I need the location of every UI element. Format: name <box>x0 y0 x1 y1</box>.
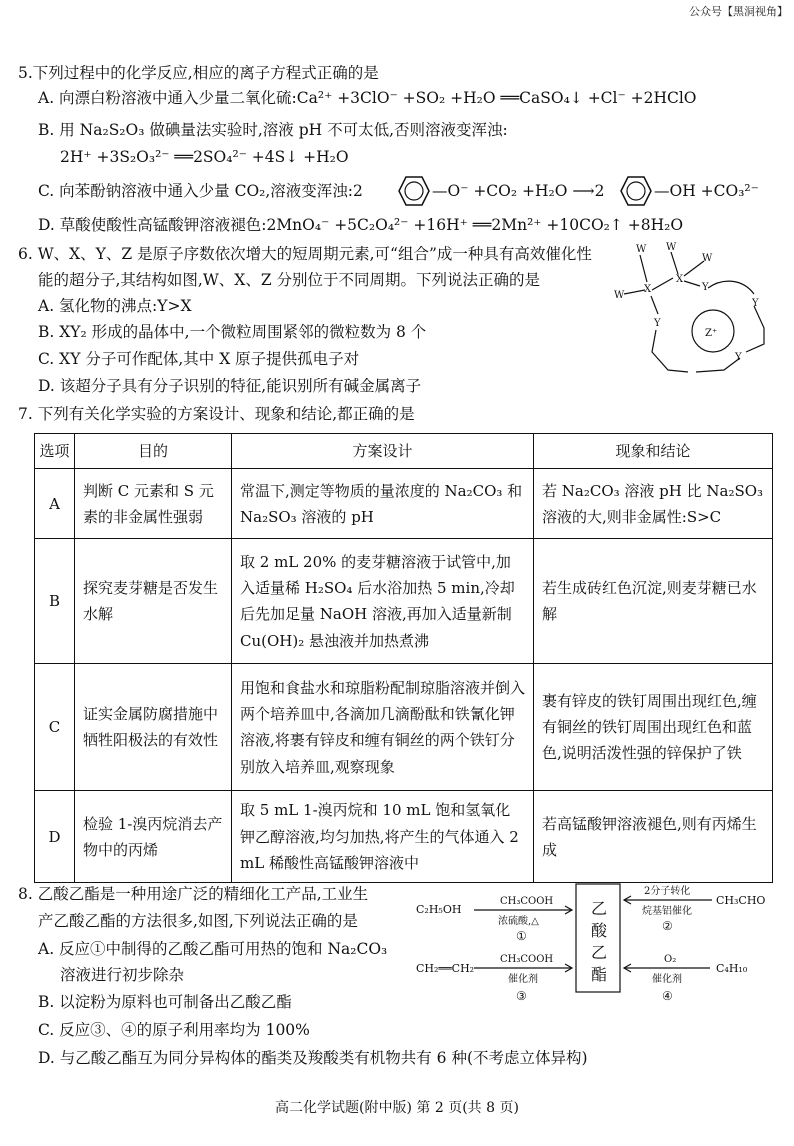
q8-option-a-1: A. 反应①中制得的乙酸乙酯可用热的饱和 Na₂CO₃ <box>38 940 388 958</box>
row-result: 裹有锌皮的铁钉周围出现红色,缠有铜丝的铁钉周围出现红色和蓝色,说明活泼性强的锌保护了铁 <box>534 664 773 791</box>
fig-r3-number: ③ <box>516 989 527 1002</box>
q5-option-a: A. 向漂白粉溶液中通入少量二氧化硫:Ca²⁺ +3ClO⁻ +SO₂ +H₂O ══CaSO₄↓ +Cl⁻ +2HClO <box>38 89 697 107</box>
fig-y-2: Y <box>654 318 661 329</box>
q8-option-c: C. 反应③、④的原子利用率均为 100% <box>38 1021 310 1039</box>
q6-stem-1: 6. W、X、Y、Z 是原子序数依次增大的短周期元素,可“组合”成一种具有高效催化性 <box>18 245 592 263</box>
fig-r2-reactant: CH₃CHO <box>716 894 766 907</box>
fig-r1-reactant: C₂H₅OH <box>416 903 462 916</box>
fig-y-1: Y <box>702 282 709 293</box>
fig-product-char-1: 乙 <box>591 899 608 918</box>
q5-option-c-suffix: —OH +CO₃²⁻ <box>654 182 759 200</box>
row-goal: 判断 C 元素和 S 元素的非金属性强弱 <box>75 469 232 539</box>
fig-w-3: W <box>666 242 677 253</box>
table-row <box>35 791 773 883</box>
fig-y-3: Y <box>752 298 759 309</box>
table-header-row <box>35 434 773 469</box>
fig-product-char-4: 酯 <box>591 965 608 984</box>
row-option: B <box>35 539 75 664</box>
fig-r1-reagent: CH₃COOH <box>500 896 554 907</box>
fig-x-2: X <box>676 274 684 285</box>
q5-option-b-1: B. 用 Na₂S₂O₃ 做碘量法实验时,溶液 pH 不可太低,否则溶液变浑浊: <box>38 121 508 139</box>
header-result: 现象和结论 <box>534 434 773 469</box>
q8-option-a-2: 溶液进行初步除杂 <box>60 966 185 984</box>
row-plan: 常温下,测定等物质的量浓度的 Na₂CO₃ 和 Na₂SO₃ 溶液的 pH <box>232 469 534 539</box>
fig-r3-reactant: CH₂══CH₂ <box>416 962 475 975</box>
fig-r3-condition: 催化剂 <box>508 974 538 985</box>
fig-r4-reactant: C₄H₁₀ <box>716 962 748 975</box>
ethyl-acetate-synthesis-figure <box>412 882 782 1002</box>
fig-product-char-2: 酸 <box>591 921 608 940</box>
fig-r3-reagent: CH₃COOH <box>500 954 554 965</box>
fig-x-1: X <box>644 284 652 295</box>
row-result: 若生成砖红色沉淀,则麦芽糖已水解 <box>534 539 773 664</box>
row-option: D <box>35 791 75 883</box>
row-plan: 用饱和食盐水和琼脂粉配制琼脂溶液并倒入两个培养皿中,各滴加几滴酚酞和铁氰化钾溶液,将裹有锌皮和缠有铜丝的两个铁钉分别放入培养皿,观察现象 <box>232 664 534 791</box>
header-option: 选项 <box>35 434 75 469</box>
q7-stem: 7. 下列有关化学实验的方案设计、现象和结论,都正确的是 <box>18 405 415 423</box>
fig-y-4: Y <box>735 352 742 363</box>
header-plan: 方案设计 <box>232 434 534 469</box>
fig-w-1: W <box>636 244 647 255</box>
q5-stem: 5.下列过程中的化学反应,相应的离子方程式正确的是 <box>18 64 379 82</box>
fig-r1-number: ① <box>516 929 527 943</box>
q5-option-b-2: 2H⁺ +3S₂O₃²⁻ ══2SO₄²⁻ +4S↓ +H₂O <box>60 148 349 166</box>
row-result: 若 Na₂CO₃ 溶液 pH 比 Na₂SO₃ 溶液的大,则非金属性:S>C <box>534 469 773 539</box>
q5-option-c-prefix: C. 向苯酚钠溶液中通入少量 CO₂,溶液变浑浊:2 <box>38 182 363 200</box>
row-plan: 取 5 mL 1-溴丙烷和 10 mL 饱和氢氧化钾乙醇溶液,均匀加热,将产生的气体通入 2 mL 稀酸性高锰酸钾溶液中 <box>232 791 534 883</box>
fig-w-4: W <box>702 253 713 264</box>
q8-stem-2: 产乙酸乙酯的方法很多,如图,下列说法正确的是 <box>38 912 358 930</box>
fig-r1-condition: 浓硫酸,△ <box>498 916 539 927</box>
q6-option-c: C. XY 分子可作配体,其中 X 原子提供孤电子对 <box>38 350 360 368</box>
header-goal: 目的 <box>75 434 232 469</box>
q6-option-a: A. 氢化物的沸点:Y>X <box>38 297 192 315</box>
q8-option-d: D. 与乙酸乙酯互为同分异构体的酯类及羧酸类有机物共有 6 种(不考虑立体异构) <box>38 1049 588 1067</box>
fig-r2-reagent: 2分子转化 <box>644 886 691 897</box>
fig-r2-number: ② <box>662 919 673 933</box>
fig-r2-condition: 烷基铝催化 <box>642 906 692 917</box>
watermark: 公众号【黑洞视角】 <box>689 5 788 18</box>
table-row <box>35 539 773 664</box>
fig-r4-reagent: O₂ <box>664 954 677 965</box>
row-goal: 证实金属防腐措施中牺牲阳极法的有效性 <box>75 664 232 791</box>
fig-r4-number: ④ <box>662 989 673 1002</box>
q8-option-b: B. 以淀粉为原料也可制备出乙酸乙酯 <box>38 993 292 1011</box>
fig-product-char-3: 乙 <box>591 943 608 962</box>
q8-stem-1: 8. 乙酸乙酯是一种用途广泛的精细化工产品,工业生 <box>18 885 369 903</box>
table-row <box>35 469 773 539</box>
q6-stem-2: 能的超分子,其结构如图,W、X、Z 分别位于不同周期。下列说法正确的是 <box>38 271 541 289</box>
page-footer: 高二化学试题(附中版) 第 2 页(共 8 页) <box>275 1100 519 1116</box>
table-row <box>35 664 773 791</box>
experiment-table <box>34 433 773 883</box>
fig-z-ion: Z⁺ <box>705 328 718 339</box>
row-option: A <box>35 469 75 539</box>
row-option: C <box>35 664 75 791</box>
q6-option-d: D. 该超分子具有分子识别的特征,能识别所有碱金属离子 <box>38 377 422 395</box>
row-result: 若高锰酸钾溶液褪色,则有丙烯生成 <box>534 791 773 883</box>
q5-option-c-middle: —O⁻ +CO₂ +H₂O ⟶2 <box>432 182 605 200</box>
supramolecule-structure-figure <box>606 236 786 386</box>
fig-w-2: W <box>614 290 625 301</box>
q6-option-b: B. XY₂ 形成的晶体中,一个微粒周围紧邻的微粒数为 8 个 <box>38 323 427 341</box>
row-goal: 探究麦芽糖是否发生水解 <box>75 539 232 664</box>
row-plan: 取 2 mL 20% 的麦芽糖溶液于试管中,加入适量稀 H₂SO₄ 后水浴加热 5 min,冷却后先加足量 NaOH 溶液,再加入适量新制 Cu(OH)₂ 悬浊液并加热煮沸 <box>232 539 534 664</box>
q5-option-d: D. 草酸使酸性高锰酸钾溶液褪色:2MnO₄⁻ +5C₂O₄²⁻ +16H⁺ ══2Mn²⁺ +10CO₂↑ +8H₂O <box>38 216 684 234</box>
fig-r4-condition: 催化剂 <box>652 974 682 985</box>
row-goal: 检验 1-溴丙烷消去产物中的丙烯 <box>75 791 232 883</box>
